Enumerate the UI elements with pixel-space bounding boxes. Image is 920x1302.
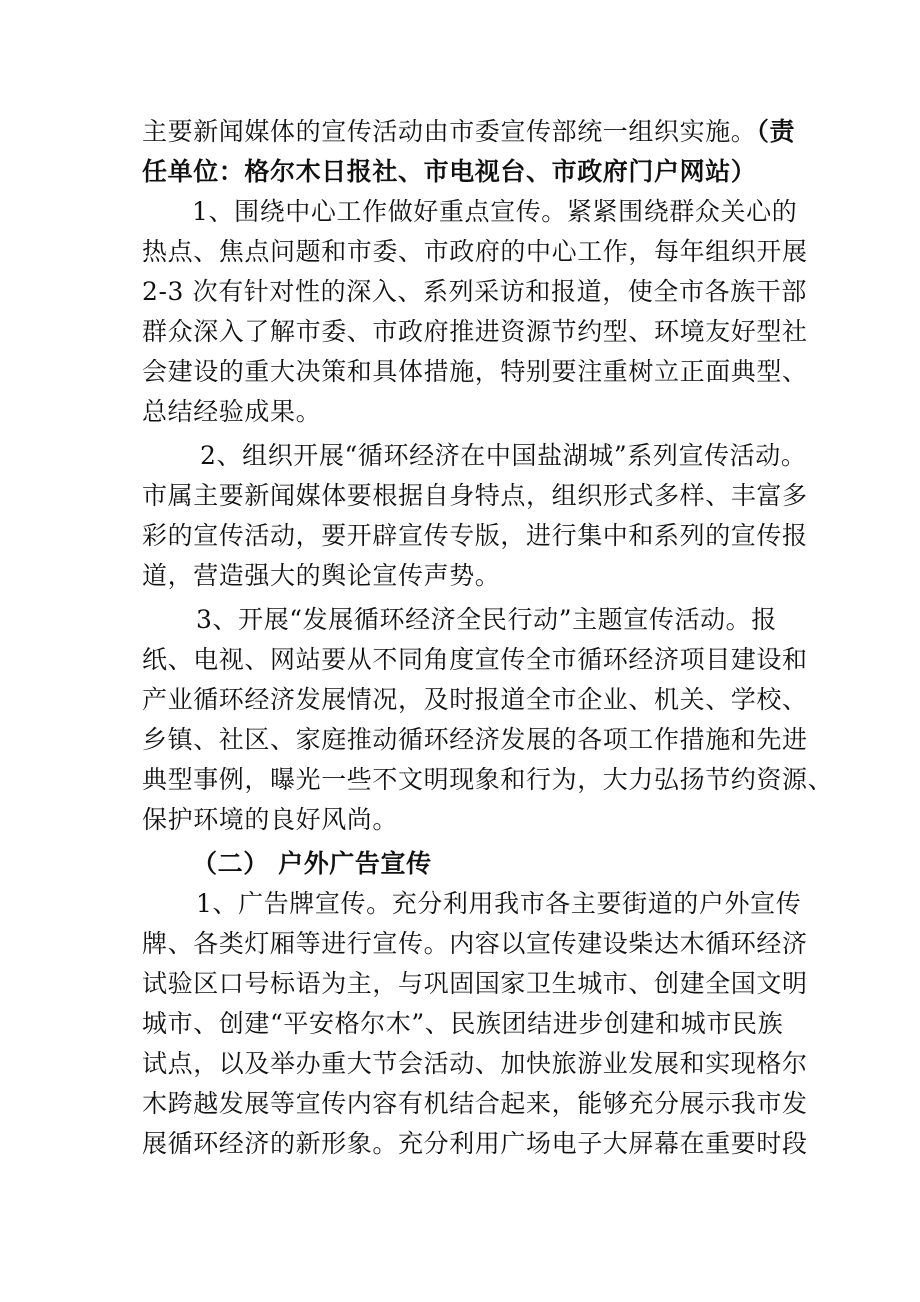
paragraph-line: 3、开展“发展循环经济全民行动”主题宣传活动。报	[196, 605, 777, 634]
paragraph-line: 2-3 次有针对性的深入、系列采访和报道，使全市各族干部	[142, 277, 808, 306]
paragraph-line: 展循环经济的新形象。充分利用广场电子大屏幕在重要时段	[142, 1129, 808, 1158]
paragraph-line: 2、组织开展“循环经济在中国盐湖城”系列宣传活动。	[200, 441, 807, 470]
paragraph-line: 城市、创建“平安格尔木”、民族团结进步创建和城市民族	[142, 1009, 784, 1038]
paragraph-line: 彩的宣传活动，要开辟宣传专版，进行集中和系列的宣传报	[142, 521, 808, 550]
paragraph-item-4	[142, 884, 808, 1164]
paragraph-line: 道，营造强大的舆论宣传声势。	[142, 561, 501, 590]
paragraph-line: 群众深入了解市委、市政府推进资源节约型、环境友好型社	[142, 317, 808, 346]
paragraph-line: 市属主要新闻媒体要根据自身特点，组织形式多样、丰富多	[142, 481, 808, 510]
intro-text: 主要新闻媒体的宣传活动由市委宣传部统一组织实施。	[142, 117, 757, 146]
responsibility-units: 任单位：格尔木日报社、市电视台、市政府门户网站）	[142, 157, 757, 186]
paragraph-line: 1、广告牌宣传。充分利用我市各主要街道的户外宣传	[196, 889, 802, 918]
paragraph-line: 典型事例，曝光一些不文明现象和行为，大力弘扬节约资源、	[142, 765, 834, 794]
paragraph-line: 乡镇、社区、家庭推动循环经济发展的各项工作措施和先进	[142, 725, 808, 754]
paragraph-item-1	[142, 192, 808, 432]
paragraph-line: 纸、电视、网站要从不同角度宣传全市循环经济项目建设和	[142, 645, 808, 674]
paragraph-line: 产业循环经济发展情况，及时报道全市企业、机关、学校、	[142, 685, 808, 714]
paragraph-line: 牌、各类灯厢等进行宣传。内容以宣传建设柴达木循环经济	[142, 929, 808, 958]
paragraph-line: 试点，以及举办重大节会活动、加快旅游业发展和实现格尔	[142, 1049, 808, 1078]
paragraph-line: 试验区口号标语为主，与巩固国家卫生城市、创建全国文明	[142, 969, 808, 998]
paragraph-item-2	[142, 436, 808, 596]
document-page	[142, 112, 834, 1164]
paragraph-line: 1、围绕中心工作做好重点宣传。紧紧围绕群众关心的	[192, 197, 798, 226]
section-heading: （二） 户外广告宣传	[192, 849, 432, 878]
intro-line-1	[142, 112, 796, 152]
responsibility-open: （责	[756, 117, 796, 146]
paragraph-item-3	[142, 600, 834, 840]
paragraph-line: 总结经验成果。	[142, 397, 322, 426]
paragraph-line: 热点、焦点问题和市委、市政府的中心工作，每年组织开展	[142, 237, 808, 266]
paragraph-line: 保护环境的良好风尚。	[142, 805, 399, 834]
paragraph-line: 会建设的重大决策和具体措施，特别要注重树立正面典型、	[142, 357, 808, 386]
paragraph-line: 木跨越发展等宣传内容有机结合起来，能够充分展示我市发	[142, 1089, 808, 1118]
